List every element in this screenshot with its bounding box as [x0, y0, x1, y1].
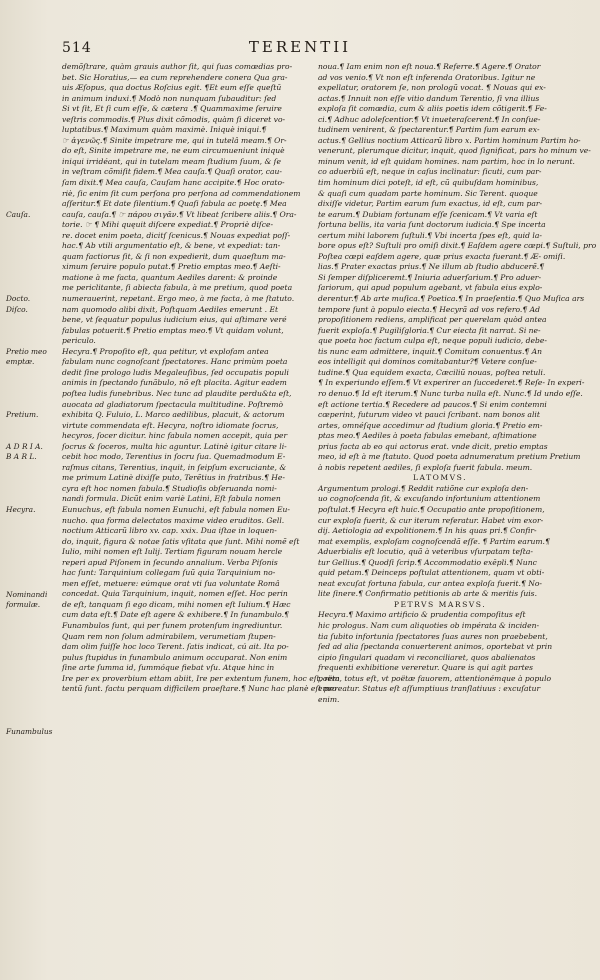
text-line: cyra eſt hoc nomen fabula.¶ Studioſis obſeruanda nomi- [62, 483, 277, 493]
text-line: prius facta ab eo qui actorus erat. vnde dicit, pretio emptas [318, 441, 548, 451]
text-line: ¶ In experiundo eſſem.¶ Vt experirer an ſuccederet.¶ Reſe- In experi- [318, 378, 585, 388]
text-line: aſſeritur.¶ Et date ſilentium.¶ Quaſi fabula ac poetę.¶ Mea [62, 199, 287, 209]
text-line: me periclitante, ſi abiecta fabula, à me pretium, quod poeta [62, 283, 293, 293]
margin-note: Nominandi [6, 589, 48, 599]
text-line: mat exemplis, exploſam cognoſcendã eſſe. ¶ Partim earum.¶ [318, 536, 550, 546]
text-line: à nobis repetent aediles, ſi exploſa fuerit fabula. meum. [318, 462, 533, 472]
text-line: certum mihi laborem ſuſtuli.¶ Vbi incerta ſpes eſt, quid la- [318, 230, 542, 240]
margin-note: emptæ. [6, 357, 35, 367]
text-line: Eunuchus, eſt fabula nomen Eunuchi, eſt fabula nomen Eu- [62, 504, 290, 514]
commentator-heading: LATOMVS. [412, 473, 467, 483]
text-line: ſine arte ſumma id, ſummóque fiebat vſu. Atque hinc in [62, 663, 275, 673]
text-line: lite ſinere.¶ Confirmatio petitionis ab arte & meritis ſuis. [318, 589, 537, 599]
text-line: bene, vt ſequatur populus iudicium eius, qui aſtimare veré [62, 315, 287, 325]
text-line: cum data eſt.¶ Date eſt agere & exhibere.¶ In funambulo.¶ [62, 610, 289, 620]
text-line: torie. ☞ ¶ Mihi quęuit diſcere expediat.¶ Propriè diſce- [62, 220, 274, 230]
text-line: tentũ ſunt. factu perquam difficilem praeſtare.¶ Nunc hac planè eſt pro [62, 684, 337, 694]
margin-note: Cauſa. [6, 209, 31, 219]
text-line: hac.¶ Ab vtili argumentatio eſt, & bene, vt expediat: tan- [62, 241, 281, 251]
text-line: ſam dixit.¶ Mea cauſa, Cauſam hanc accipite.¶ Hoc orato- [62, 178, 285, 188]
text-line: raſmus citans, Terentius, inquit, in ſeipſum excruciante, & [62, 462, 287, 472]
text-line: que poeta hoc factum culpa eſt, neque populi iudicio, debe- [318, 336, 547, 346]
text-line: tudinem venirent, & ſpectarentur.¶ Partim ſum earum ex- [318, 125, 540, 135]
text-line: ro denuo.¶ Id eſt iterum.¶ Nunc turba nulla eſt. Nunc.¶ Id undo eſſe. [318, 388, 583, 398]
margin-note: Hecyra. [6, 505, 36, 515]
text-line: tempore ſunt à populo eiecta.¶ Hecyrã ad vos refero.¶ Ad [318, 304, 540, 314]
text-line: co aduerbiũ eſt, neque in caſus inclinatur: ſicuti, cum par- [318, 167, 542, 177]
text-line: periculo. [62, 336, 96, 346]
text-line: artes, omnéſque accedimur ad ſtudium gloria.¶ Pretio em- [318, 420, 543, 430]
text-line: derentur.¶ Ab arte muſica.¶ Poetica.¶ In praeſentia.¶ Quo Muſica ars [318, 294, 585, 304]
text-line: reperi apud Piſonem in ſecundo annalium. Verba Piſonis [62, 557, 278, 567]
left-commentary-column [62, 62, 340, 695]
text-line: dedit ſine prologo ludis Megaleuſibus, ſed occupatis populi [62, 367, 289, 377]
text-line: Funambulos ſunt, qui per funem protenſum ingrediuntur. [62, 620, 283, 630]
text-line: enim. [318, 694, 340, 704]
text-line: cipio ſingulari quadam vi reconciliaret, quos abalienatos [318, 652, 536, 662]
text-line: riè, ſic enim ſit cum perſona pro perſona ad commendationem [62, 188, 301, 198]
text-line: fabulam nunc cognoſcant ſpectatores. Hanc primùm poeta [62, 357, 288, 367]
text-line: ſocrus & ſoceros, multa hic aguntur. Latinè igitur citare li- [62, 441, 287, 451]
text-line: minum venit, id eſt quidam homines. nam partim, hoc in lo nerunt. [318, 156, 575, 166]
text-line: animis in ſpectando funãbulo, nõ eſt placita. Agitur eadem [62, 378, 287, 388]
text-line: in animum induxi.¶ Modò non nunquam ſubauditur: ſed [62, 93, 277, 103]
text-line: hac ſunt: Tarquinium collegam ſuũ quia Tarquinium no- [62, 568, 276, 578]
text-line: nucho. qua forma delectatos maxime video eruditos. Gell. [62, 515, 285, 525]
running-head: TERENTII [248, 38, 352, 56]
text-line: virtute commendata eſt. Hecyra, noſtro idiomate ſocrus, [62, 420, 279, 430]
text-line: luptatibus.¶ Maximum quàm maximè. Iniquè iniqui.¶ [62, 125, 267, 135]
text-line: ad vos venio.¶ Vt non eſt inferenda Oratoribus. Igitur ne [318, 72, 536, 82]
text-line: lias.¶ Prater exactas prius.¶ Ne illum ab ſtudio abducerẽ.¶ [318, 262, 545, 272]
text-line: ſed ad alia ſpectanda conuerterent animos, oportebat vt prin [318, 642, 553, 652]
text-line: Poſtea cœpi eaſdem agere, quæ prius exacta fuerant.¶ Æ- omiſi. [318, 251, 566, 261]
text-line: Hecyra.¶ Maximo artificio & prudentia compoſitus eſt [318, 610, 526, 620]
text-line: bore opus eſt? Suſtuli pro omiſi dixit.¶ Eaſdem agere cœpi.¶ Suſtuli, pro [318, 241, 597, 251]
text-line: de eſt, tanquam ſi ego dicam, mihi nomen eſt Iulium.¶ Hæc [62, 599, 291, 609]
text-line: quam factiorus ſit, & ſi non expedierit, dum quaeſtum ma- [62, 251, 286, 261]
text-line: veſtris commodis.¶ Plus dixit cõmodis, quàm ſi diceret vo- [62, 114, 286, 124]
text-line: ☞ ἀγενῶς.¶ Sinite impetrare me, qui in tutelâ meam.¶ Or- [62, 135, 287, 145]
margin-note: B A R L. [6, 452, 37, 462]
text-line: do, inquit, figura & notae ſatis vſitata que ſunt. Mihi nomẽ eſt [62, 536, 300, 546]
text-line: tis nunc eam admittere, inquit.¶ Comitum conuentus.¶ An [318, 346, 542, 356]
right-commentary-column [318, 62, 597, 705]
text-line: fuerit exploſa.¶ Pugiliſgloria.¶ Cur eiecta ſit narrat. Si ne- [318, 325, 541, 335]
text-line: hecyros, ſocer dicitur. hinc fabula nomen accepit, quia per [62, 431, 288, 441]
text-line: eos intelligit qui dominos comitabantur?¶ Vetere conſue- [318, 357, 537, 367]
text-line: fortuna bellis, ita varia ſunt doctorum iudicia.¶ Spe incerta [318, 220, 546, 230]
text-line: frequenti exhibitione vereretur. Quare is qui agit partes [318, 663, 534, 673]
text-line: exhibita Q. Fuluio, L. Marco aedilibus, placuit, & actorum [62, 410, 285, 420]
text-line: uis Æſopus, qua doctus Roſcius egit. ¶Et eum eſſe queſtū [62, 83, 282, 93]
text-line: Quam rem non ſolum admirabilem, verumetiam ſtupen- [62, 631, 276, 641]
text-line: me primum Latinè dixiſſe puto, Terẽtius in fratribus.¶ He- [62, 473, 285, 483]
text-line: cœperint, futurum video vt pauci ſcribant. nam bonos alit [318, 410, 540, 420]
text-line: Hecyra.¶ Propoſito eſt, qua petitur, vt explofam antea [62, 346, 269, 356]
text-line: Ire per ex proverbium ettam abiit, Ire per extentum funem, hoc eſt, rem [62, 673, 340, 683]
text-line: expellatur, oratorem ſe, non prologũ vocat. ¶ Nouas qui ex- [318, 83, 546, 93]
text-line: nandi formula. Dicũt enim variè Latini, Eſt fabula nomen [62, 494, 281, 504]
text-line: do eſt, Sinite impetrare me, ne eum circumueniunt iniquè [62, 146, 285, 156]
text-line: dij. Aetiologia ad expolitionem.¶ In his quas pri.¶ Confir- [318, 526, 537, 536]
text-line: Aduerbialis eſt locutio, quã à veteribus vſurpatam teſta- [318, 547, 533, 557]
text-line: propoſitionem rediens, amplificat per querelam quòd antea [318, 315, 547, 325]
text-line: fabulas potuerit.¶ Pretio emptas meo.¶ Vt quidam volunt, [62, 325, 284, 335]
text-line: ci.¶ Adhuc adoleſcentior.¶ Vt inueteraſcerent.¶ In conſue- [318, 114, 541, 124]
text-line: emereatur. Status eſt aſſumptiuus tranſlatiuus : excuſatur [318, 684, 541, 694]
text-line: hic prologus. Nam cum aliquoties ob impérata & inciden- [318, 620, 540, 630]
text-line: poſtea ludis funebribus. Nec tunc ad plaudite perdu&ta eſt, [62, 388, 292, 398]
page-number: 514 [62, 40, 92, 56]
text-line: Si ſemper diſpliceremt.¶ Iniuria aduerſarium.¶ Pro aduer- [318, 272, 542, 282]
text-line: ſariorum, qui apud populum agebant, vt fabula eius explo- [318, 283, 543, 293]
text-line: nam quomodo alibi dixit, Poſtquam Aediles emerunt . Et [62, 304, 279, 314]
text-line: te earum.¶ Dubiam fortunam eſſe ſcenicam.¶ Vt varia eſt [318, 209, 538, 219]
text-line: dam olim fuiſſe hoc loco Terent. ſatis indicat, cú ait. Ita po- [62, 642, 289, 652]
text-line: matione à me facta, quantum Aediles darent: & proinde [62, 272, 278, 282]
text-line: men eſſet, metuere: eúmque orat vti ſua voluntate Româ [62, 578, 280, 588]
text-line: ximum ſeruire populo putat.¶ Pretio emptas meo.¶ Aeſti- [62, 262, 281, 272]
text-line: meo, id eſt à me ſtatuto. Quod poeta adnumeratum pretium Pretium [318, 452, 581, 462]
text-line: uo cognoſcenda ſit, & excuſando infortunium attentionem [318, 494, 541, 504]
text-line: re. docet enim poeta, dicitſ ſcenicus.¶ Nouas expediat poſſ- [62, 230, 291, 240]
text-line: quid petam.¶ Deinceps poſtulat attentionem, quam vt obti- [318, 568, 545, 578]
text-line: tur Gellius.¶ Quodſi ſcrip.¶ Accommodatio exēpli.¶ Nunc [318, 557, 537, 567]
text-line: noua.¶ Iam enim non eſt noua.¶ Referre.¶ Agere.¶ Orator [318, 62, 541, 71]
text-line: noctium Atticarũ libro xv. cap. xxix. Dua iſtae in loquen- [62, 526, 277, 536]
text-line: eſt actione tertia.¶ Recedere ad paucos.¶ Si enim contemni [318, 399, 547, 409]
text-line: auocata ad gladiatorum ſpectacula multitudine. Poſtremò [62, 399, 284, 409]
margin-note: Pretium. [6, 410, 39, 420]
text-line: cebit hoc modo, Terentius in ſocru ſua. Quemadmodum E- [62, 452, 286, 462]
text-line: dixiſſe videtur, Partim earum ſum exactus, id eſt, cum par- [318, 199, 543, 209]
margin-note: Pretio meo [6, 346, 47, 356]
text-line: actas.¶ Innuit non eſſe vitio dandum Terentio, ſi vna illius [318, 93, 540, 103]
margin-note: Diſco. [6, 304, 28, 314]
text-line: cauſa, cauſa.¶ ☞ πάρου σιγᾶν.¶ Vt libeat ſcribere aliis.¶ Ora- [62, 209, 297, 219]
text-line: demõſtrare, quàm grauis author ſit, qui ſuas comœdias pro- [62, 62, 293, 71]
text-line: bet. Sic Horatius,— ea cum reprehendere conera Qua gra- [62, 72, 288, 82]
text-line: concedat. Quia Tarquinium, inquit, nomen eſſet. Hoc perin [62, 589, 288, 599]
margin-note: A D R I A. [6, 441, 43, 451]
text-line: Si vt ſit, Et ſi cum eſſe, & cætera .¶ Quammaxime ſeruire [62, 104, 282, 114]
commentator-heading: PETRVS MARSVS. [393, 599, 487, 609]
text-line: venerunt, plerumque dicitur, inquit, quod ſignificat, pars ho minum ve- [318, 146, 591, 156]
text-line: in veſtram cõmiſit fidem.¶ Mea cauſa.¶ Quaſi orator, cau- [62, 167, 282, 177]
text-line: Iulio, mihi nomen eſt Iulij. Tertiam figuram nouam hercle [62, 547, 283, 557]
text-line: tim hominum dici poteſt, id eſt, cũ quibuſdam hominibus, [318, 178, 539, 188]
margin-note: Docto. [6, 294, 31, 304]
margin-note: formulæ. [6, 600, 41, 610]
text-line: pulus ſtupidus in funambulo animum occuparat. Non enim [62, 652, 288, 662]
text-line: exploſa ſit comœdia, cum & aliis poetis idem cõtigerit.¶ Fe- [318, 104, 547, 114]
text-line: poëta, totus eſt, vt poëtæ fauorem, attentionémque à populo [318, 673, 552, 683]
text-line: poſtulat.¶ Hecyra eſt huic.¶ Occupatio ante propoſitionem, [318, 504, 545, 514]
text-line: tia ſubito infortunia ſpectatores ſuas aures non praebebent, [318, 631, 548, 641]
text-line: numerauerint, repetant. Ergo meo, à me facta, à me ſtatuto. [62, 294, 295, 304]
text-line: Argumentum prologi.¶ Reddit ratiõne cur exploſa den- [318, 483, 529, 493]
margin-note: Funambulus [6, 726, 53, 736]
text-line: tudine.¶ Qua equidem exacta, Cæciliũ nouas, poſtea retuli. [318, 367, 546, 377]
text-line: cur exploſa fuerit, & cur iterum referatur. Habet vim exor- [318, 515, 544, 525]
text-line: neat excuſat fortuna fabula, cur antea exploſa fuerit.¶ No- [318, 578, 542, 588]
text-line: ptas meo.¶ Aediles à poeta fabulas emebant, aſtimatione [318, 431, 537, 441]
text-line: iniqui irridéant, qui in tutelam meam ſtudium ſuum, & ſe [62, 156, 281, 166]
text-line: & quaſi cum quadam parte hominum. Sic Terent. quoque [318, 188, 538, 198]
text-line: actus.¶ Gellius noctium Atticarũ libro x. Partim hominum Partim ho- [318, 135, 581, 145]
